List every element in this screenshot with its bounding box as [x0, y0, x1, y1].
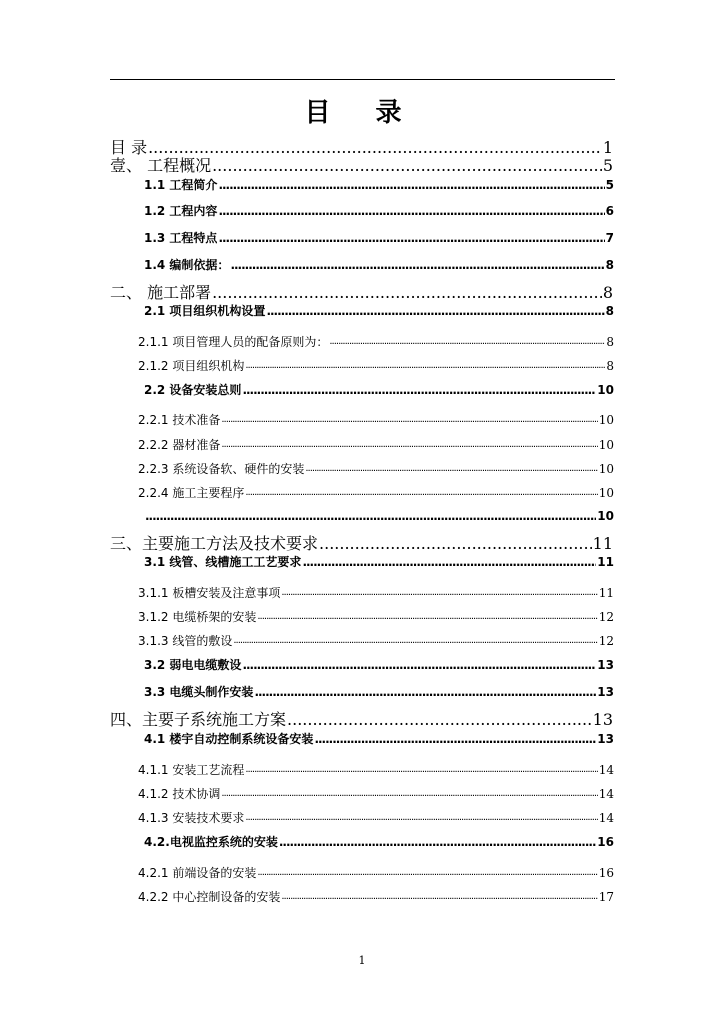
- toc-entry-label: 4.1 楼宇自动控制系统设备安装: [144, 732, 314, 746]
- toc-entry-label: 2.2.1 技术准备: [138, 413, 221, 427]
- toc-entry[interactable]: [138, 762, 614, 778]
- toc-entry[interactable]: [110, 535, 613, 553]
- toc-leader-dots: [279, 834, 596, 850]
- toc-leader-dots: [329, 334, 605, 350]
- toc-entry-label: 3.1.1 板槽安装及注意事项: [138, 586, 281, 600]
- toc-entry-page: 1: [602, 138, 613, 157]
- toc-entry-page: 7: [605, 231, 614, 245]
- toc-entry-page: 10: [597, 383, 614, 397]
- toc-leader-dots: [245, 485, 597, 501]
- toc-entry[interactable]: [138, 358, 614, 374]
- toc-leader-dots: [212, 284, 602, 302]
- toc-entry-page: 13: [592, 710, 613, 729]
- toc-entry-page: 14: [598, 811, 614, 825]
- toc-entry-label: 二、 施工部署: [110, 283, 212, 302]
- toc-entry-page: 11: [597, 555, 614, 569]
- toc-entry-page: 10: [597, 509, 614, 523]
- toc-entry-page: 17: [598, 890, 614, 904]
- toc-entry-label: 目 录: [110, 138, 148, 157]
- toc-entry[interactable]: [144, 177, 614, 193]
- toc-entry-page: 12: [598, 610, 614, 624]
- toc-leader-dots: [242, 657, 596, 673]
- toc-leader-dots: [266, 303, 604, 319]
- toc-entry-label: 壹、 工程概况: [110, 156, 212, 175]
- toc-entry-label: 2.1 项目组织机构设置: [144, 304, 266, 318]
- toc-entry-label: 4.1.3 安装技术要求: [138, 811, 245, 825]
- toc-entry[interactable]: [144, 257, 614, 273]
- toc-entry-label: 1.1 工程简介: [144, 178, 218, 192]
- toc-entry[interactable]: [110, 284, 613, 302]
- toc-entry[interactable]: [144, 303, 614, 319]
- toc-entry-label: 1.3 工程特点: [144, 231, 218, 245]
- toc-leader-dots: [257, 609, 597, 625]
- toc-leader-dots: [245, 810, 597, 826]
- toc-entry[interactable]: [110, 711, 613, 729]
- toc-entry[interactable]: [138, 609, 614, 625]
- toc-entry[interactable]: [110, 157, 613, 175]
- toc-entry-label: 2.1.1 项目管理人员的配备原则为：: [138, 335, 329, 349]
- toc-entry-label: 1.4 编制依据：: [144, 258, 230, 272]
- toc-entry-page: 8: [605, 258, 614, 272]
- toc-entry-label: 四、主要子系统施工方案: [110, 710, 287, 729]
- toc-leader-dots: [233, 633, 597, 649]
- toc-entry[interactable]: [144, 554, 614, 570]
- toc-entry[interactable]: [144, 684, 614, 700]
- toc-entry-page: 13: [597, 685, 614, 699]
- toc-entry-label: 4.2.电视监控系统的安装: [144, 835, 278, 849]
- toc-leader-dots: [281, 585, 597, 601]
- toc-entry-page: 11: [598, 586, 614, 600]
- toc-entry-label: 4.2.2 中心控制设备的安装: [138, 890, 281, 904]
- toc-entry[interactable]: [138, 865, 614, 881]
- toc-entry[interactable]: [110, 139, 613, 157]
- page-title: 目 录: [304, 98, 420, 128]
- toc-entry-label: 三、主要施工方法及技术要求: [110, 534, 319, 553]
- toc-entry-label: 3.3 电缆头制作安装: [144, 685, 254, 699]
- toc-entry[interactable]: [144, 657, 614, 673]
- toc-entry-page: 12: [598, 634, 614, 648]
- toc-entry[interactable]: [138, 633, 614, 649]
- toc-entry-label: 3.1.2 电缆桥架的安装: [138, 610, 257, 624]
- toc-leader-dots: [257, 865, 597, 881]
- toc-leader-dots: [314, 731, 596, 747]
- toc-entry-page: 5: [602, 156, 613, 175]
- toc-entry[interactable]: [138, 810, 614, 826]
- footer-page-number: 1: [358, 954, 366, 967]
- toc-entry-page: 10: [598, 438, 614, 452]
- toc-entry[interactable]: [144, 508, 614, 524]
- toc-entry[interactable]: [144, 382, 614, 398]
- toc-entry-page: 5: [605, 178, 614, 192]
- toc-entry-label: 2.2.3 系统设备软、硬件的安装: [138, 462, 305, 476]
- toc-entry-page: 10: [598, 486, 614, 500]
- toc-entry-label: 2.2 设备安装总则: [144, 383, 242, 397]
- toc-entry-page: 10: [598, 462, 614, 476]
- toc-leader-dots: [218, 203, 604, 219]
- toc-entry-page: 6: [605, 204, 614, 218]
- toc-entry-page: 10: [598, 413, 614, 427]
- toc-entry-page: 11: [592, 534, 613, 553]
- toc-entry[interactable]: [144, 203, 614, 219]
- toc-entry-page: 14: [598, 787, 614, 801]
- toc-entry[interactable]: [144, 834, 614, 850]
- toc-leader-dots: [254, 684, 596, 700]
- toc-entry[interactable]: [138, 461, 614, 477]
- toc-entry-label: 4.1.1 安装工艺流程: [138, 763, 245, 777]
- toc-leader-dots: [218, 230, 604, 246]
- toc-leader-dots: [242, 382, 596, 398]
- toc-entry-label: 4.1.2 技术协调: [138, 787, 221, 801]
- toc-entry[interactable]: [138, 412, 614, 428]
- toc-leader-dots: [305, 461, 597, 477]
- toc-entry[interactable]: [138, 585, 614, 601]
- toc-entry-label: 3.2 弱电电缆敷设: [144, 658, 242, 672]
- toc-leader-dots: [281, 889, 597, 905]
- toc-entry[interactable]: [138, 437, 614, 453]
- toc-entry-page: 8: [605, 304, 614, 318]
- toc-entry[interactable]: [138, 889, 614, 905]
- toc-entry-label: 4.2.1 前端设备的安装: [138, 866, 257, 880]
- toc-entry[interactable]: [144, 731, 614, 747]
- toc-leader-dots: [218, 177, 604, 193]
- toc-leader-dots: [221, 437, 597, 453]
- toc-entry-page: 13: [597, 732, 614, 746]
- toc-entry-page: 13: [597, 658, 614, 672]
- toc-leader-dots: [245, 762, 597, 778]
- toc-leader-dots: [302, 554, 596, 570]
- toc-leader-dots: [221, 786, 597, 802]
- toc-entry[interactable]: [138, 334, 614, 350]
- toc-entry-label: 3.1 线管、线槽施工工艺要求: [144, 555, 302, 569]
- toc-entry[interactable]: [138, 485, 614, 501]
- toc-entry[interactable]: [144, 230, 614, 246]
- toc-entry-page: 16: [598, 866, 614, 880]
- toc-entry-page: 8: [606, 335, 614, 349]
- toc-leader-dots: [230, 257, 604, 273]
- toc-leader-dots: [148, 139, 602, 157]
- toc-entry-label: 1.2 工程内容: [144, 204, 218, 218]
- toc-leader-dots: [245, 358, 605, 374]
- toc-leader-dots: [212, 157, 602, 175]
- toc-entry-page: 8: [606, 359, 614, 373]
- toc-entry[interactable]: [138, 786, 614, 802]
- toc-entry-label: 3.1.3 线管的敷设: [138, 634, 233, 648]
- toc-leader-dots: [287, 711, 592, 729]
- toc-entry-label: 2.2.2 器材准备: [138, 438, 221, 452]
- toc-entry-label: 2.1.2 项目组织机构: [138, 359, 245, 373]
- toc-entry-page: 8: [602, 283, 613, 302]
- toc-entry-page: 14: [598, 763, 614, 777]
- toc-leader-dots: [221, 412, 597, 428]
- toc-entry-page: 16: [597, 835, 614, 849]
- toc-leader-dots: [145, 508, 596, 524]
- toc-entry-label: 2.2.4 施工主要程序: [138, 486, 245, 500]
- toc-leader-dots: [319, 535, 592, 553]
